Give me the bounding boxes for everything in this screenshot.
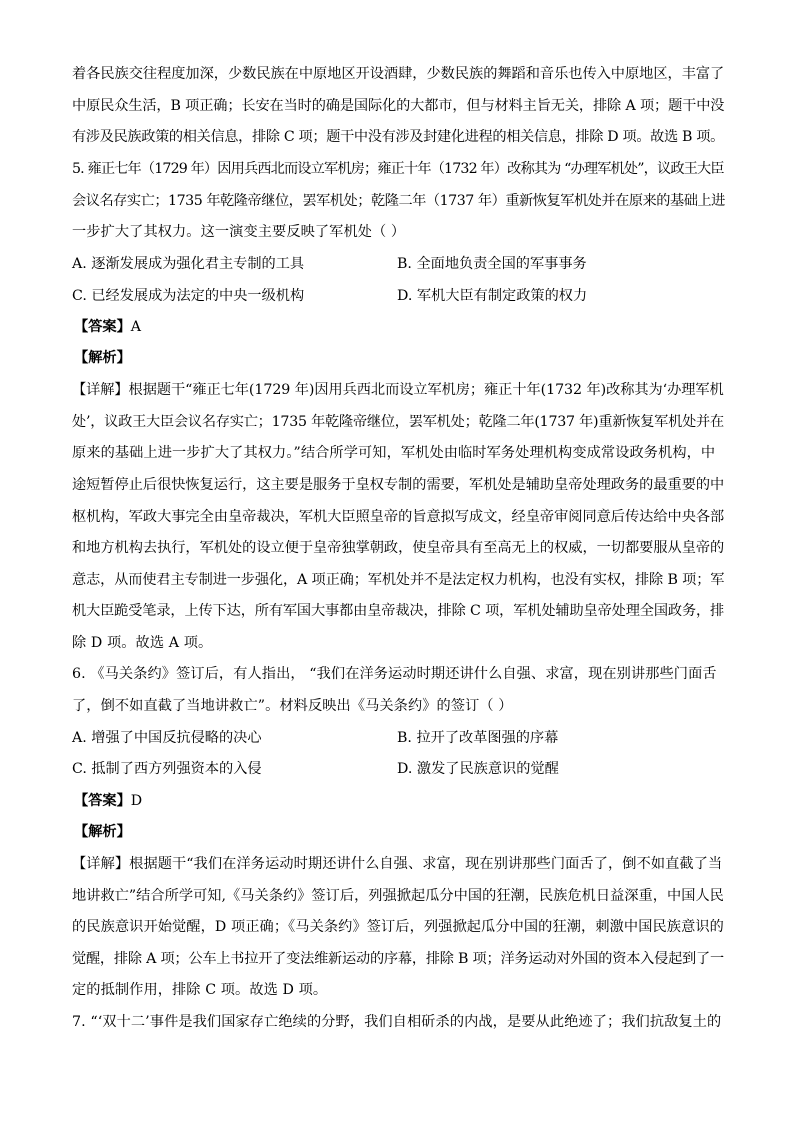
text-line: 有涉及民族政策的相关信息，排除 C 项；题干中没有涉及封建化进程的相关信息，排除 D 项。故选 B 项。 [72, 129, 724, 145]
answer-line [74, 791, 142, 811]
detail-line: 地讲救亡”结合所学可知,《马关条约》签订后，列强掀起瓜分中国的狂潮，民族危机日益深重，中国人民 [72, 888, 724, 904]
answer-label: 【答案】 [74, 319, 131, 335]
question-5-stem: 5. 雍正七年（1729 年）因用兵西北而设立军机房；雍正十年（1732 年）改称其为 “办理军机处”，议政王大臣 [72, 161, 724, 177]
detail-line: 原来的基础上进一步扩大了其权力。”结合所学可知，军机处由临时军务处理机构变成常设政务机构，中 [72, 445, 716, 461]
detail-line: 途短暂停止后很快恢复运行，这主要是服务于皇权专制的需要，军机处是辅助皇帝处理政务的最重要的中 [72, 477, 725, 493]
answer-value: D [130, 793, 143, 809]
detail-line: 意志，从而使君主专制进一步强化，A 项正确；军机处并不是法定权力机构，也没有实权，排除 B 项；军 [72, 572, 725, 588]
question-7-stem: 7. “‘双十二’事件是我们国家存亡绝续的分野，我们自相斫杀的内战，是要从此绝迹了；我们抗敌复土的 [72, 1014, 722, 1030]
answer-value: A [130, 319, 142, 335]
detail-line: 【详解】根据题干“我们在洋务运动时期还讲什么自强、求富，现在别讲那些门面舌了，倒不如直截了当 [72, 856, 723, 872]
detail-line: 枢机构，军政大事完全由皇帝裁决，军机大臣照皇帝的旨意拟写成文，经皇帝审阅同意后传达给中央各部 [72, 509, 725, 525]
text-line: 着各民族交往程度加深，少数民族在中原地区开设酒肆，少数民族的舞蹈和音乐也传入中原地区，丰富了 [72, 66, 725, 82]
option-a: A. 增强了中国反抗侵略的决心 [72, 730, 262, 746]
option-d: D. 军机大臣有制定政策的权力 [397, 288, 588, 304]
option-b: B. 拉开了改革图强的序幕 [397, 730, 559, 746]
answer-line [74, 317, 141, 337]
question-6-stem: 了，倒不如直截了当地讲救亡”。材料反映出《马关条约》的签订（ ） [72, 698, 513, 714]
detail-line: 处’，议政王大臣会议名存实亡；1735 年乾隆帝继位，罢军机处；乾隆二年(1737 年)重新恢复军机处并在 [72, 414, 724, 430]
detail-line: 定的抵制作用，排除 C 项。故选 D 项。 [72, 982, 328, 998]
option-c: C. 已经发展成为法定的中央一级机构 [72, 288, 305, 304]
detail-line: 机大臣跪受笔录，上传下达，所有军国大事都由皇帝裁决，排除 C 项，军机处辅助皇帝处理全国政务，排 [72, 603, 725, 619]
option-a: A. 逐渐发展成为强化君主专制的工具 [72, 256, 305, 272]
detail-line: 除 D 项。故选 A 项。 [72, 635, 213, 651]
detail-line: 和地方机构去执行，军机处的设立便于皇帝独掌朝政，使皇帝具有至高无上的权威，一切都要服从皇帝的 [72, 540, 725, 556]
analysis-label: 【解析】 [74, 350, 131, 366]
option-c: C. 抵制了西方列强资本的入侵 [72, 761, 262, 777]
question-5-stem: 一步扩大了其权力。这一演变主要反映了军机处（ ） [72, 224, 406, 240]
text-line: 中原民众生活，B 项正确；长安在当时的确是国际化的大都市，但与材料主旨无关，排除 A 项；题干中没 [72, 98, 725, 114]
detail-line: 觉醒，排除 A 项；公车上书拉开了变法维新运动的序幕，排除 B 项；洋务运动对外国的资本入侵起到了一 [72, 951, 724, 967]
answer-label: 【答案】 [74, 793, 131, 809]
option-d: D. 激发了民族意识的觉醒 [397, 761, 559, 777]
question-5-stem: 会议名存实亡；1735 年乾隆帝继位，罢军机处；乾隆二年（1737 年）重新恢复军机处并在原来的基础上进 [72, 193, 725, 209]
detail-line: 的民族意识开始觉醒，D 项正确；《马关条约》签订后，列强掀起瓜分中国的狂潮，刺激中国民族意识的 [72, 919, 724, 935]
detail-line: 【详解】根据题干“雍正七年(1729 年)因用兵西北而设立军机房；雍正十年(1732 年)改称其为‘办理军机 [72, 382, 724, 398]
analysis-label: 【解析】 [74, 824, 131, 840]
option-b: B. 全面地负责全国的军事事务 [397, 256, 587, 272]
question-6-stem: 6. 《马关条约》签订后，有人指出， “我们在洋务运动时期还讲什么自强、求富，现在别讲那些门面舌 [72, 666, 717, 682]
